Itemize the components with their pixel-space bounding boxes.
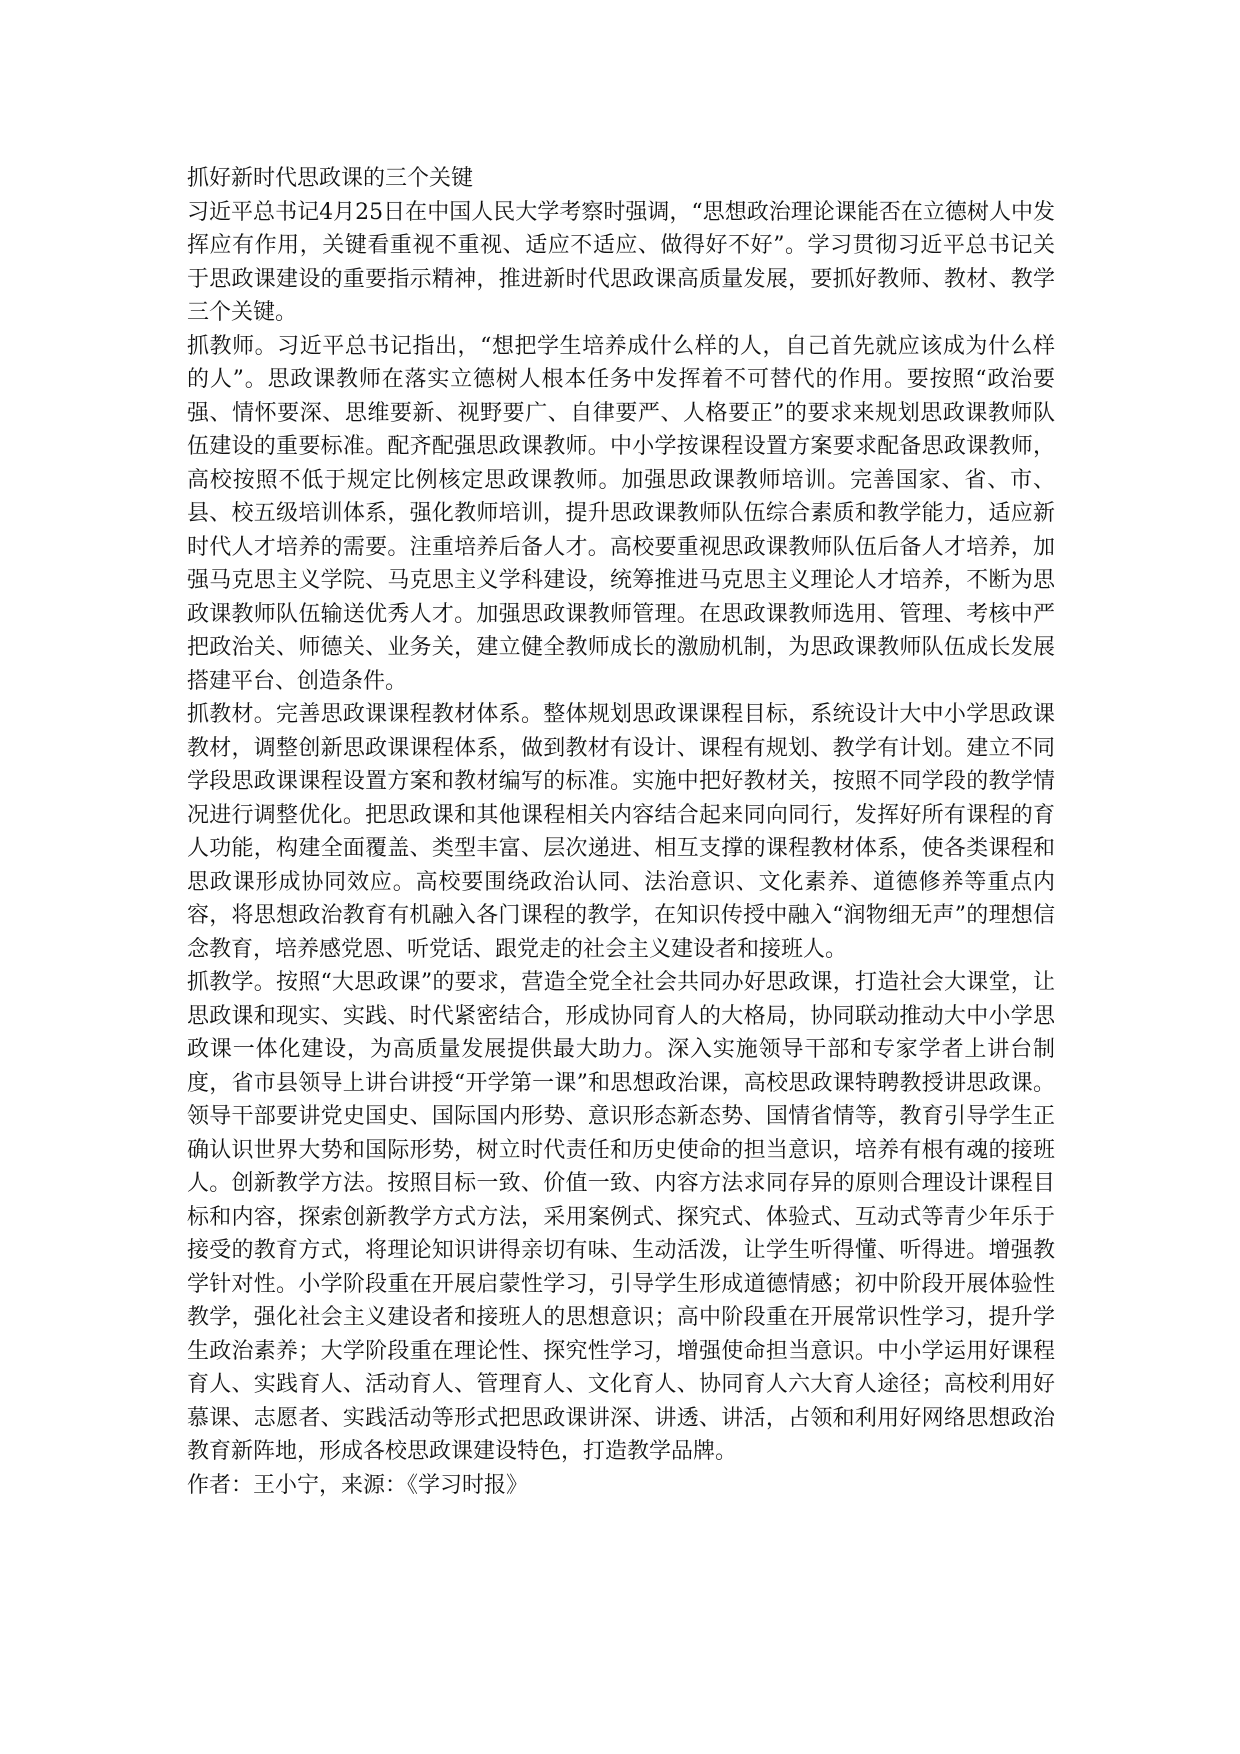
teaching-paragraph: 抓教学。按照“大思政课”的要求，营造全党全社会共同办好思政课，打造社会大课堂，让思政课和现实、实践、时代紧密结合，形成协同育人的大格局，协同联动推动大中小学思政课一体化建设，为高质量发展提供最大助力。深入实施领导干部和专家学者上讲台制度，省市县领导上讲台讲授“开学第一课”和思想政治课，高校思政课特聘教授讲思政课。领导干部要讲党史国史、国际国内形势、意识形态新态势、国情省情等，教育引导学生正确认识世界大势和国际形势，树立时代责任和历史使命的担当意识，培养有根有魂的接班人。创新教学方法。按照目标一致、价值一致、内容方法求同存异的原则合理设计课程目标和内容，探索创新教学方式方法，采用案例式、探究式、体验式、互动式等青少年乐于接受的教育方式，将理论知识讲得亲切有味、生动活泼，让学生听得懂、听得进。增强教学针对性。小学阶段重在开展启蒙性学习，引导学生形成道德情感；初中阶段开展体验性教学，强化社会主义建设者和接班人的思想意识；高中阶段重在开展常识性学习，提升学生政治素养；大学阶段重在理论性、探究性学习，增强使命担当意识。中小学运用好课程育人、实践育人、活动育人、管理育人、文化育人、协同育人六大育人途径；高校利用好慕课、志愿者、实践活动等形式把思政课讲深、讲透、讲活，占领和利用好网络思想政治教育新阵地，形成各校思政课建设特色，打造教学品牌。 (187, 970, 1055, 1464)
intro-paragraph: 习近平总书记4月25日在中国人民大学考察时强调，“思想政治理论课能否在立德树人中发挥应有作用，关键看重视不重视、适应不适应、做得好不好”。学习贯彻习近平总书记关于思政课建设的重要指示精神，推进新时代思政课高质量发展，要抓好教师、教材、教学三个关键。 (187, 199, 1055, 325)
textbooks-paragraph: 抓教材。完善思政课课程教材体系。整体规划思政课课程目标，系统设计大中小学思政课教材，调整创新思政课课程体系，做到教材有设计、课程有规划、教学有计划。建立不同学段思政课课程设置方案和教材编写的标准。实施中把好教材关，按照不同学段的教学情况进行调整优化。把思政课和其他课程相关内容结合起来同向同行，发挥好所有课程的育人功能，构建全面覆盖、类型丰富、层次递进、相互支撑的课程教材体系，使各类课程和思政课形成协同效应。高校要围绕政治认同、法治意识、文化素养、道德修养等重点内容，将思想政治教育有机融入各门课程的教学，在知识传授中融入“润物细无声”的理想信念教育，培养感党恩、听党话、跟党走的社会主义建设者和接班人。 (187, 702, 1055, 962)
teachers-paragraph: 抓教师。习近平总书记指出，“想把学生培养成什么样的人，自己首先就应该成为什么样的人”。思政课教师在落实立德树人根本任务中发挥着不可替代的作用。要按照“政治要强、情怀要深、思维要新、视野要广、自律要严、人格要正”的要求来规划思政课教师队伍建设的重要标准。配齐配强思政课教师。中小学按课程设置方案要求配备思政课教师，高校按照不低于规定比例核定思政课教师。加强思政课教师培训。完善国家、省、市、县、校五级培训体系，强化教师培训，提升思政课教师队伍综合素质和教学能力，适应新时代人才培养的需要。注重培养后备人才。高校要重视思政课教师队伍后备人才培养，加强马克思主义学院、马克思主义学科建设，统筹推进马克思主义理论人才培养，不断为思政课教师队伍输送优秀人才。加强思政课教师管理。在思政课教师选用、管理、考核中严把政治关、师德关、业务关，建立健全教师成长的激励机制，为思政课教师队伍成长发展搭建平台、创造条件。 (187, 333, 1055, 694)
document-page (187, 162, 1055, 1502)
byline: 作者：王小宁，来源：《学习时报》 (187, 1472, 529, 1498)
article-title: 抓好新时代思政课的三个关键 (187, 166, 474, 191)
